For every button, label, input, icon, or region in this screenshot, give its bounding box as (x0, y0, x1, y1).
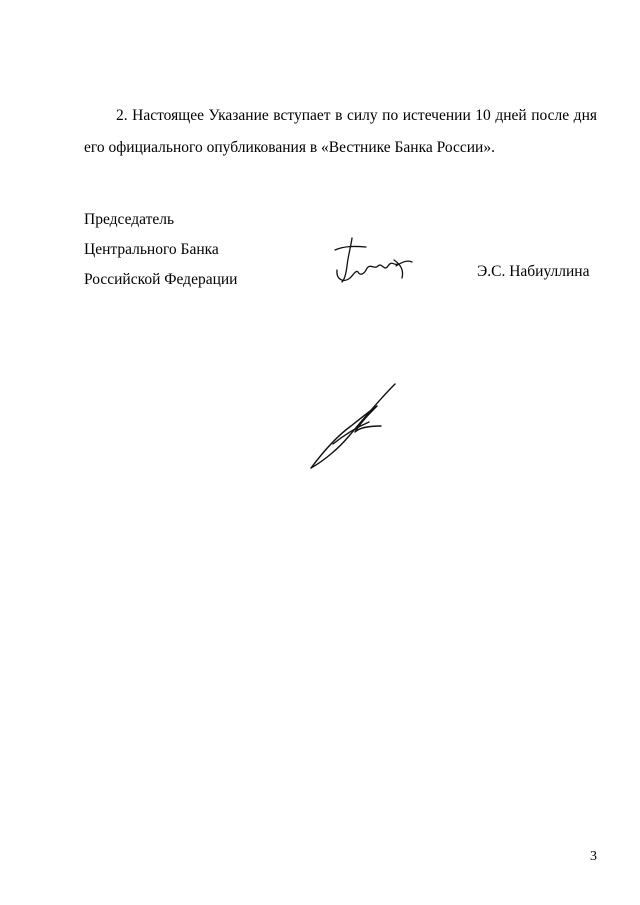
position-line-chairman: Председатель (84, 211, 175, 228)
page-number: 3 (590, 849, 597, 864)
signatory-name: Э.С. Набиуллина (477, 263, 590, 280)
position-line-russian-federation: Российской Федерации (84, 271, 238, 288)
position-line-central-bank: Центрального Банка (84, 241, 219, 258)
handwritten-initial (303, 380, 403, 472)
paragraph-effective-date: 2. Настоящее Указание вступает в силу по истечении 10 дней после дня его официального опубликования в «Вестнике Банка России». (84, 107, 597, 156)
handwritten-signature (330, 236, 415, 286)
